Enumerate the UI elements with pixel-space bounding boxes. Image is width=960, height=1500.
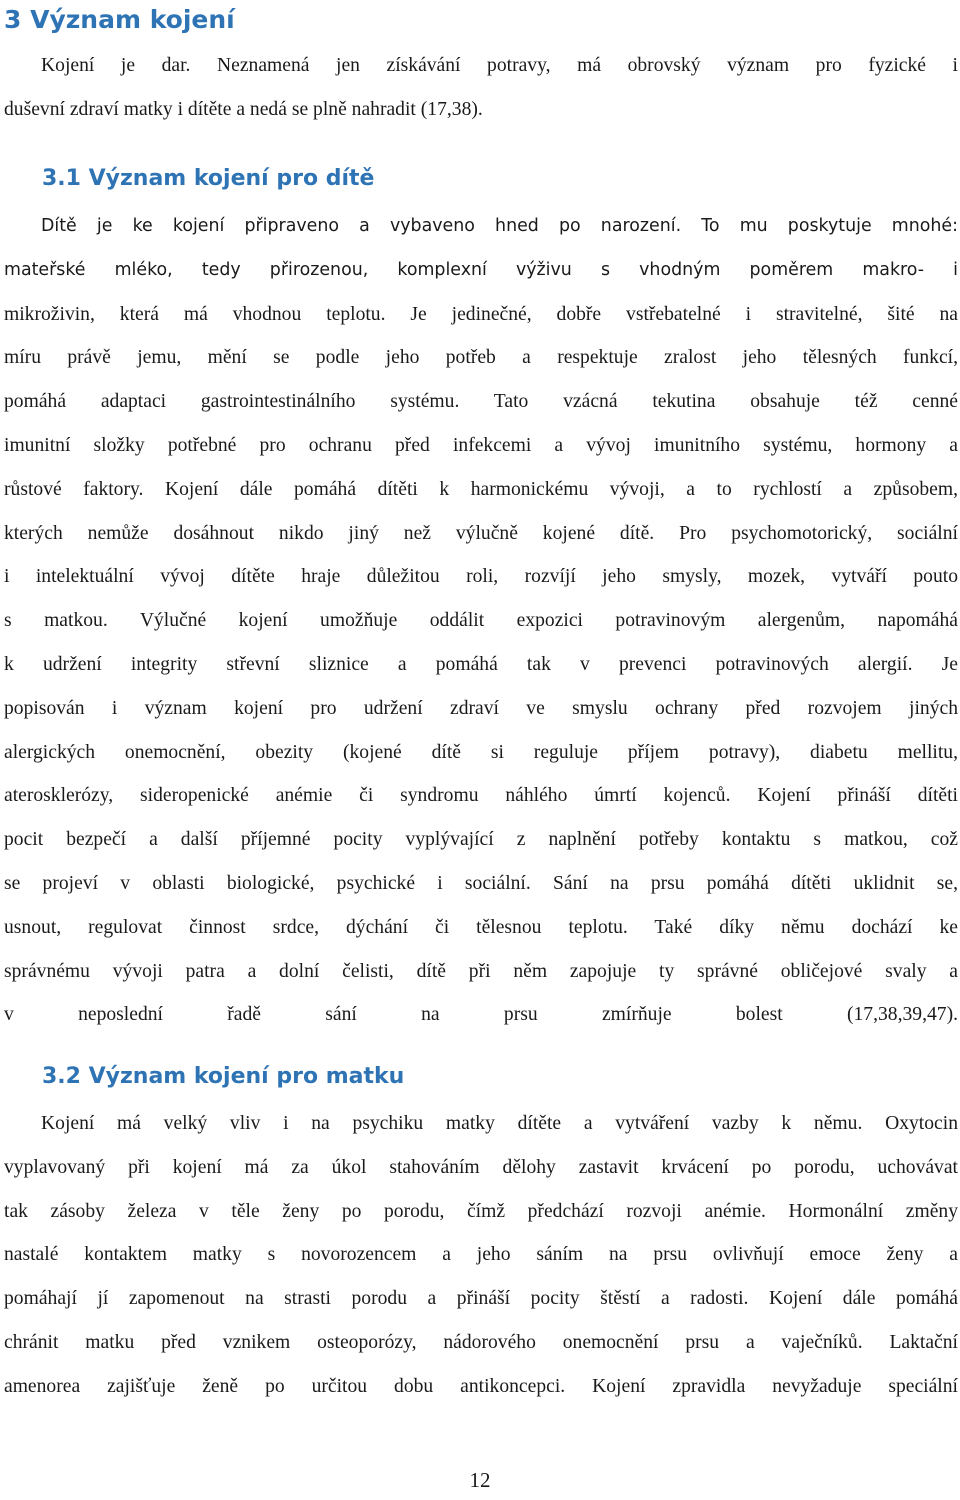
- text-line: mateřské mléko, tedy přirozenou, komplexní výživu s vhodným poměrem makro- i: [4, 259, 958, 280]
- text-line: usnout, regulovat činnost srdce, dýchání či tělesnou teplotu. Také díky němu dochází ke: [4, 916, 958, 938]
- text-line: mikroživin, která má vhodnou teplotu. Je jedinečné, dobře vstřebatelné i stravitelné, šité na: [4, 303, 958, 325]
- text-line: Dítě je ke kojení připraveno a vybaveno hned po narození. To mu poskytuje mnohé:: [41, 216, 958, 236]
- text-line: duševní zdraví matky i dítěte a nedá se plně nahradit (17,38).: [4, 98, 483, 120]
- section-intro-paragraph: [4, 44, 958, 132]
- subsection-heading-child: 3.1 Význam kojení pro dítě: [42, 166, 375, 191]
- text-line: v neposlední řadě sání na prsu zmírňuje bolest (17,38,39,47).: [4, 1004, 958, 1026]
- text-line: pomáhají jí zapomenout na strasti porodu a přináší pocity štěstí a radosti. Kojení dále pomáhá: [4, 1288, 958, 1310]
- text-line: kterých nemůže dosáhnout nikdo jiný než výlučně kojené dítě. Pro psychomotorický, sociální: [4, 522, 958, 544]
- text-line: imunitní složky potřebné pro ochranu před infekcemi a vývoj imunitního systému, hormony a: [4, 434, 958, 456]
- text-line: pocit bezpečí a další příjemné pocity vyplývající z naplnění potřeby kontaktu s matkou, což: [4, 829, 958, 851]
- text-line: růstové faktory. Kojení dále pomáhá dítěti k harmonickému vývoji, a to rychlostí a způsobem,: [4, 478, 958, 500]
- text-line: alergických onemocnění, obezity (kojené dítě si reguluje příjem potravy), diabetu mellitu,: [4, 741, 958, 763]
- text-line: vyplavovaný při kojení má za úkol stahováním dělohy zastavit krvácení po porodu, uchovávat: [4, 1156, 958, 1178]
- subsection-mother-paragraph: [4, 1102, 958, 1409]
- text-line: amenorea zajišťuje ženě po určitou dobu antikoncepci. Kojení zpravidla nevyžaduje speciální: [4, 1375, 958, 1397]
- text-line: pomáhá adaptaci gastrointestinálního systému. Tato vzácná tekutina obsahuje též cenné: [4, 391, 958, 413]
- text-line: nastalé kontaktem matky s novorozencem a jeho sáním na prsu ovlivňují emoce ženy a: [4, 1244, 958, 1266]
- text-line: k udržení integrity střevní sliznice a pomáhá tak v prevenci potravinových alergií. Je: [4, 653, 958, 675]
- page-number: 12: [469, 1468, 491, 1492]
- text-line: aterosklerózy, sideropenické anémie či syndromu náhlého úmrtí kojenců. Kojení přináší dítěti: [4, 785, 958, 807]
- subsection-heading-mother: 3.2 Význam kojení pro matku: [42, 1064, 405, 1089]
- text-line: tak zásoby železa v těle ženy po porodu, čímž předchází rozvoji anémie. Hormonální změny: [4, 1200, 958, 1222]
- subsection-child-paragraph: [4, 205, 958, 1081]
- text-line: míru právě jemu, mění se podle jeho potřeb a respektuje zralost jeho tělesných funkcí,: [4, 347, 958, 369]
- text-line: Kojení je dar. Neznamená jen získávání potravy, má obrovský význam pro fyzické i: [41, 55, 958, 76]
- text-line: chránit matku před vznikem osteoporózy, nádorového onemocnění prsu a vaječníků. Laktační: [4, 1331, 958, 1353]
- text-line: Kojení má velký vliv i na psychiku matky dítěte a vytváření vazby k němu. Oxytocin: [41, 1113, 958, 1134]
- text-line: správnému vývoji patra a dolní čelisti, dítě při něm zapojuje ty správné obličejové svaly a: [4, 960, 958, 982]
- text-line: popisován i význam kojení pro udržení zdraví ve smyslu ochrany před rozvojem jiných: [4, 697, 958, 719]
- section-heading: 3 Význam kojení: [4, 5, 235, 34]
- text-line: se projeví v oblasti biologické, psychické i sociální. Sání na prsu pomáhá dítěti uklidnit se,: [4, 872, 958, 894]
- text-line: s matkou. Výlučné kojení umožňuje oddálit expozici potravinovým alergenům, napomáhá: [4, 610, 958, 632]
- text-line: i intelektuální vývoj dítěte hraje důležitou roli, rozvíjí jeho smysly, mozek, vytváří pouto: [4, 566, 958, 588]
